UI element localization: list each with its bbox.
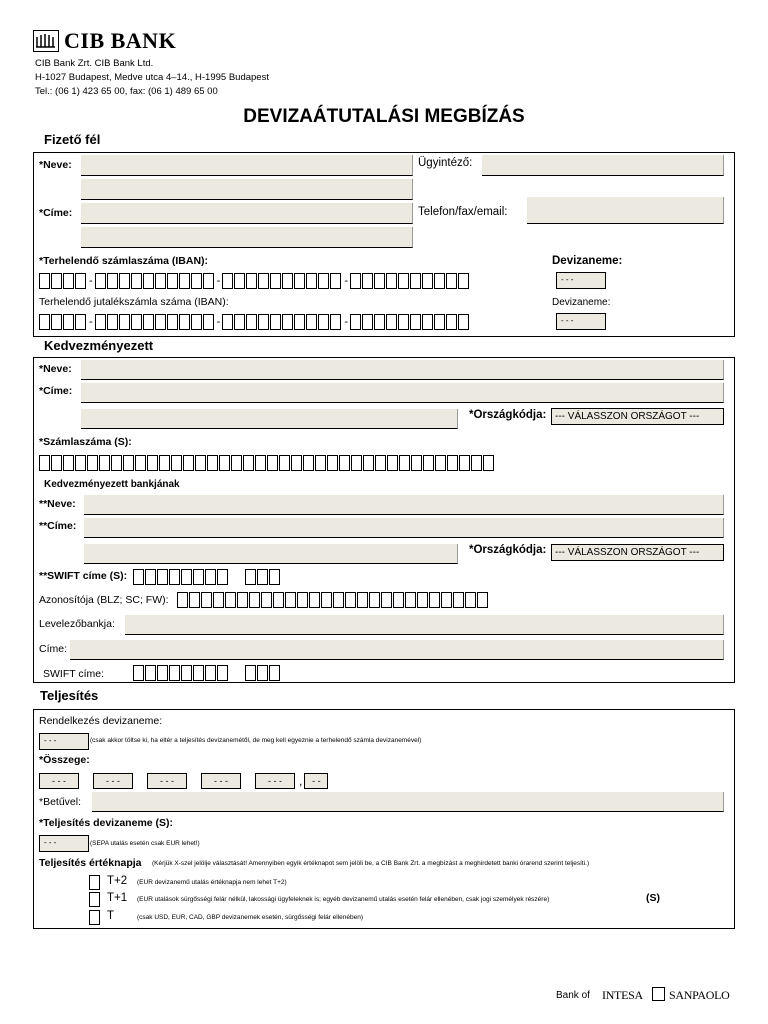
input-cell[interactable] [345, 592, 356, 608]
amount-label: *Összege: [39, 754, 90, 766]
ben-name-field[interactable] [81, 360, 724, 380]
exec-currency-label: *Teljesítés devizaneme (S): [39, 817, 174, 829]
agent-field[interactable] [482, 155, 724, 176]
input-cell[interactable] [417, 592, 428, 608]
order-currency-label: Rendelkezés devizaneme: [39, 715, 163, 727]
correspondent-field[interactable] [125, 615, 724, 635]
intesa-logo-icon [652, 987, 665, 1001]
separator-dash: - [216, 316, 221, 328]
input-cell[interactable] [183, 455, 194, 471]
input-cell[interactable] [131, 273, 142, 289]
fee-currency-select[interactable]: - - - [556, 313, 606, 330]
payer-address-field[interactable] [81, 203, 413, 224]
input-cell[interactable] [135, 455, 146, 471]
input-cell[interactable] [269, 569, 280, 585]
input-cell[interactable] [167, 273, 178, 289]
input-cell[interactable] [434, 273, 445, 289]
ben-name-label: *Neve: [39, 363, 72, 375]
input-cell[interactable] [306, 273, 317, 289]
input-cell[interactable] [410, 314, 421, 330]
input-cell[interactable] [179, 273, 190, 289]
input-cell[interactable] [257, 665, 268, 681]
input-cell[interactable] [245, 569, 256, 585]
input-cell[interactable] [189, 592, 200, 608]
input-cell[interactable] [318, 273, 329, 289]
payer-name-field[interactable] [81, 155, 413, 176]
amount-fields[interactable]: - - - - - - - - - - - - - - - , - - [39, 773, 330, 789]
option-t-checkbox[interactable] [89, 910, 100, 925]
order-currency-select[interactable]: - - - [39, 733, 89, 750]
input-cell[interactable] [203, 273, 214, 289]
input-cell[interactable] [39, 273, 50, 289]
input-cell[interactable] [374, 273, 385, 289]
input-cell[interactable] [131, 314, 142, 330]
separator-dash: - [344, 316, 349, 328]
input-cell[interactable] [458, 273, 469, 289]
input-cell[interactable] [374, 314, 385, 330]
bank-country-select[interactable]: --- VÁLASSZON ORSZÁGOT --- [551, 544, 724, 561]
payer-name-label: *Neve: [39, 159, 72, 171]
input-cell[interactable] [75, 314, 86, 330]
input-cell[interactable] [222, 273, 233, 289]
bank-address-field-2[interactable] [84, 544, 458, 564]
input-cell[interactable] [193, 665, 204, 681]
input-cell[interactable] [257, 569, 268, 585]
amount-group-3[interactable]: - - - [147, 773, 187, 789]
input-cell[interactable] [155, 314, 166, 330]
swift-cells[interactable] [133, 568, 281, 586]
input-cell[interactable] [410, 273, 421, 289]
exec-currency-select[interactable]: - - - [39, 835, 89, 852]
input-cell[interactable] [321, 592, 332, 608]
page-title: DEVIZAÁTUTALÁSI MEGBÍZÁS [243, 106, 525, 127]
input-cell[interactable] [63, 314, 74, 330]
ben-bank-heading: Kedvezményezett bankjának [44, 479, 180, 490]
input-cell[interactable] [195, 455, 206, 471]
input-cell[interactable] [447, 455, 458, 471]
input-cell[interactable] [143, 273, 154, 289]
input-cell[interactable] [51, 455, 62, 471]
input-cell[interactable] [243, 455, 254, 471]
bank-country-label: *Országkódja: [469, 544, 547, 556]
input-cell[interactable] [249, 592, 260, 608]
input-cell[interactable] [330, 273, 341, 289]
beneficiary-section-title: Kedvezményezett [44, 338, 154, 353]
amount-decimals[interactable]: - - [304, 773, 328, 789]
fee-iban-cells[interactable] [39, 313, 470, 331]
input-cell[interactable] [145, 569, 156, 585]
exec-currency-note: (SEPA utalás esetén csak EUR lehet!) [90, 840, 200, 847]
footer-intesa: INTESA [602, 988, 643, 1002]
input-cell[interactable] [362, 314, 373, 330]
separator-dash: - [89, 275, 93, 287]
currency-select[interactable]: - - - [556, 272, 606, 289]
input-cell[interactable] [207, 455, 218, 471]
input-cell[interactable] [422, 273, 433, 289]
input-cell[interactable] [362, 273, 373, 289]
input-cell[interactable] [279, 455, 290, 471]
separator-dash: - [216, 275, 221, 287]
input-cell[interactable] [405, 592, 416, 608]
input-cell[interactable] [303, 455, 314, 471]
ben-country-label: *Országkódja: [469, 409, 547, 421]
input-cell[interactable] [133, 665, 144, 681]
input-cell[interactable] [237, 592, 248, 608]
input-cell[interactable] [201, 592, 212, 608]
option-t2-label: T+2 [107, 875, 128, 887]
input-cell[interactable] [169, 665, 180, 681]
input-cell[interactable] [171, 455, 182, 471]
input-cell[interactable] [315, 455, 326, 471]
input-cell[interactable] [51, 314, 62, 330]
currency-label: Devizaneme: [552, 255, 623, 267]
bank-name: CIB BANK [64, 28, 177, 53]
input-cell[interactable] [159, 455, 170, 471]
input-cell[interactable] [294, 273, 305, 289]
correspondent-label: Levelezőbankja: [39, 618, 115, 630]
debit-account-label: *Terhelendő számlaszáma (IBAN): [39, 255, 209, 267]
input-cell[interactable] [458, 314, 469, 330]
input-cell[interactable] [63, 273, 74, 289]
input-cell[interactable] [333, 592, 344, 608]
input-cell[interactable] [213, 592, 224, 608]
input-cell[interactable] [205, 665, 216, 681]
in-words-field[interactable] [92, 792, 724, 812]
input-cell[interactable] [75, 273, 86, 289]
option-t1-suffix: (S) [646, 892, 660, 904]
input-cell[interactable] [393, 592, 404, 608]
payer-section-title: Fizető fél [44, 132, 101, 147]
debit-iban-cells[interactable] [39, 272, 470, 290]
input-cell[interactable] [411, 455, 422, 471]
input-cell[interactable] [330, 314, 341, 330]
bank-address-label: **Címe: [39, 520, 77, 532]
value-date-note: (Kérjük X-szel jelölje választását! Amennyiben egyik értéknapot sem jelöli be, a CIB Bank Zrt. a megbízást a meghirdetett banki órarend szerint teljesíti.) [152, 860, 590, 867]
input-cell[interactable] [282, 273, 293, 289]
input-cell[interactable] [423, 455, 434, 471]
input-cell[interactable] [291, 455, 302, 471]
input-cell[interactable] [217, 665, 228, 681]
input-cell[interactable] [446, 273, 457, 289]
input-cell[interactable] [294, 314, 305, 330]
input-cell[interactable] [245, 665, 256, 681]
input-cell[interactable] [267, 455, 278, 471]
input-cell[interactable] [119, 273, 130, 289]
in-words-label: *Betűvel: [39, 796, 82, 808]
input-cell[interactable] [231, 455, 242, 471]
separator-dash: - [89, 316, 93, 328]
input-cell[interactable] [123, 455, 134, 471]
input-cell[interactable] [177, 592, 188, 608]
input-cell[interactable] [255, 455, 266, 471]
agent-label: Ügyintéző: [418, 157, 473, 169]
input-cell[interactable] [181, 569, 192, 585]
ben-country-select[interactable]: --- VÁLASSZON ORSZÁGOT --- [551, 408, 724, 425]
value-date-label: Teljesítés értéknapja [39, 857, 142, 869]
input-cell[interactable] [398, 314, 409, 330]
input-cell[interactable] [95, 314, 106, 330]
input-cell[interactable] [369, 592, 380, 608]
corr-address-field[interactable] [70, 640, 724, 660]
contact-field[interactable] [527, 197, 724, 224]
ben-account-label: *Számlaszáma (S): [39, 436, 132, 448]
input-cell[interactable] [143, 314, 154, 330]
input-cell[interactable] [387, 455, 398, 471]
input-cell[interactable] [157, 569, 168, 585]
input-cell[interactable] [203, 314, 214, 330]
input-cell[interactable] [477, 592, 488, 608]
amount-group-1[interactable]: - - - [39, 773, 79, 789]
payer-address-label: *Címe: [39, 207, 73, 219]
input-cell[interactable] [193, 569, 204, 585]
input-cell[interactable] [350, 273, 361, 289]
input-cell[interactable] [39, 314, 50, 330]
contact-label: Telefon/fax/email: [418, 206, 508, 218]
input-cell[interactable] [270, 273, 281, 289]
input-cell[interactable] [465, 592, 476, 608]
input-cell[interactable] [434, 314, 445, 330]
input-cell[interactable] [157, 665, 168, 681]
input-cell[interactable] [147, 455, 158, 471]
input-cell[interactable] [435, 455, 446, 471]
input-cell[interactable] [205, 569, 216, 585]
input-cell[interactable] [270, 314, 281, 330]
address-line2: H-1027 Budapest, Medve utca 4–14., H-1995 Budapest [35, 72, 269, 83]
input-cell[interactable] [258, 273, 269, 289]
input-cell[interactable] [339, 455, 350, 471]
option-t1-label: T+1 [107, 892, 128, 904]
input-cell[interactable] [327, 455, 338, 471]
fee-currency-label: Devizaneme: [552, 297, 611, 308]
option-t1-note: (EUR utalások sürgősségi felár nélkül, lakossági ügyfeleknek is; egyéb devizanemű utalás esetén felár ellenében, csak jogi személyek részére) [137, 896, 550, 903]
input-cell[interactable] [453, 592, 464, 608]
footer-bank-of: Bank of [556, 990, 590, 1001]
payer-address-field-2[interactable] [81, 227, 413, 248]
bank-name-field[interactable] [84, 495, 724, 515]
input-cell[interactable] [219, 455, 230, 471]
input-cell[interactable] [145, 665, 156, 681]
input-cell[interactable] [273, 592, 284, 608]
input-cell[interactable] [441, 592, 452, 608]
input-cell[interactable] [363, 455, 374, 471]
fee-account-label: Terhelendő jutalékszámla száma (IBAN): [39, 296, 229, 308]
input-cell[interactable] [351, 455, 362, 471]
input-cell[interactable] [87, 455, 98, 471]
amount-group-4[interactable]: - - - [201, 773, 241, 789]
input-cell[interactable] [246, 314, 257, 330]
input-cell[interactable] [483, 455, 494, 471]
input-cell[interactable] [399, 455, 410, 471]
option-t2-note: (EUR devizanemű utalás értéknapja nem lehet T+2) [137, 879, 287, 886]
input-cell[interactable] [234, 314, 245, 330]
id-cells[interactable] [177, 591, 489, 609]
amount-group-2[interactable]: - - - [93, 773, 133, 789]
input-cell[interactable] [318, 314, 329, 330]
corr-swift-cells[interactable] [133, 664, 281, 682]
input-cell[interactable] [111, 455, 122, 471]
input-cell[interactable] [99, 455, 110, 471]
footer-sanpaolo: SANPAOLO [669, 988, 730, 1002]
swift-label: **SWIFT címe (S): [39, 570, 128, 582]
input-cell[interactable] [429, 592, 440, 608]
input-cell[interactable] [39, 455, 50, 471]
input-cell[interactable] [155, 273, 166, 289]
order-currency-note: (csak akkor töltse ki, ha eltér a teljesítés devizanemétől, de meg kell egyeznie a terhelendő számla devizanemével) [90, 737, 422, 744]
input-cell[interactable] [181, 665, 192, 681]
input-cell[interactable] [282, 314, 293, 330]
input-cell[interactable] [261, 592, 272, 608]
input-cell[interactable] [75, 455, 86, 471]
input-cell[interactable] [95, 273, 106, 289]
input-cell[interactable] [133, 569, 144, 585]
input-cell[interactable] [398, 273, 409, 289]
input-cell[interactable] [297, 592, 308, 608]
amount-group-5[interactable]: - - - [255, 773, 295, 789]
ben-address-label: *Címe: [39, 385, 73, 397]
input-cell[interactable] [222, 314, 233, 330]
input-cell[interactable] [51, 273, 62, 289]
ben-address-field[interactable] [81, 383, 724, 403]
input-cell[interactable] [269, 665, 280, 681]
input-cell[interactable] [191, 314, 202, 330]
input-cell[interactable] [446, 314, 457, 330]
input-cell[interactable] [386, 273, 397, 289]
input-cell[interactable] [225, 592, 236, 608]
ben-account-cells[interactable] [39, 454, 495, 472]
bank-name-label: **Neve: [39, 498, 76, 510]
input-cell[interactable] [357, 592, 368, 608]
input-cell[interactable] [169, 569, 180, 585]
input-cell[interactable] [309, 592, 320, 608]
input-cell[interactable] [167, 314, 178, 330]
address-line3: Tel.: (06 1) 423 65 00, fax: (06 1) 489 65 00 [35, 86, 218, 97]
input-cell[interactable] [119, 314, 130, 330]
option-t-label: T [107, 910, 115, 922]
input-cell[interactable] [191, 273, 202, 289]
input-cell[interactable] [422, 314, 433, 330]
input-cell[interactable] [246, 273, 257, 289]
input-cell[interactable] [459, 455, 470, 471]
payer-name-field-2[interactable] [81, 179, 413, 200]
input-cell[interactable] [381, 592, 392, 608]
input-cell[interactable] [234, 273, 245, 289]
ben-address-field-2[interactable] [81, 409, 458, 429]
option-t1-checkbox[interactable] [89, 892, 100, 907]
separator-dash: - [344, 275, 349, 287]
input-cell[interactable] [107, 273, 118, 289]
id-label: Azonosítója (BLZ; SC; FW): [39, 594, 169, 606]
execution-section-title: Teljesítés [40, 688, 99, 703]
input-cell[interactable] [107, 314, 118, 330]
input-cell[interactable] [285, 592, 296, 608]
input-cell[interactable] [63, 455, 74, 471]
input-cell[interactable] [386, 314, 397, 330]
input-cell[interactable] [258, 314, 269, 330]
input-cell[interactable] [375, 455, 386, 471]
input-cell[interactable] [350, 314, 361, 330]
input-cell[interactable] [306, 314, 317, 330]
option-t-note: (csak USD, EUR, CAD, GBP devizanemek esetén, sürgősségi felár ellenében) [137, 914, 364, 921]
address-line1: CIB Bank Zrt. CIB Bank Ltd. [35, 58, 154, 69]
input-cell[interactable] [179, 314, 190, 330]
input-cell[interactable] [471, 455, 482, 471]
cib-logo-icon [33, 30, 59, 52]
corr-address-label: Címe: [39, 643, 68, 655]
input-cell[interactable] [217, 569, 228, 585]
bank-address-field[interactable] [84, 518, 724, 538]
option-t2-checkbox[interactable] [89, 875, 100, 890]
corr-swift-label: SWIFT címe: [43, 668, 105, 680]
